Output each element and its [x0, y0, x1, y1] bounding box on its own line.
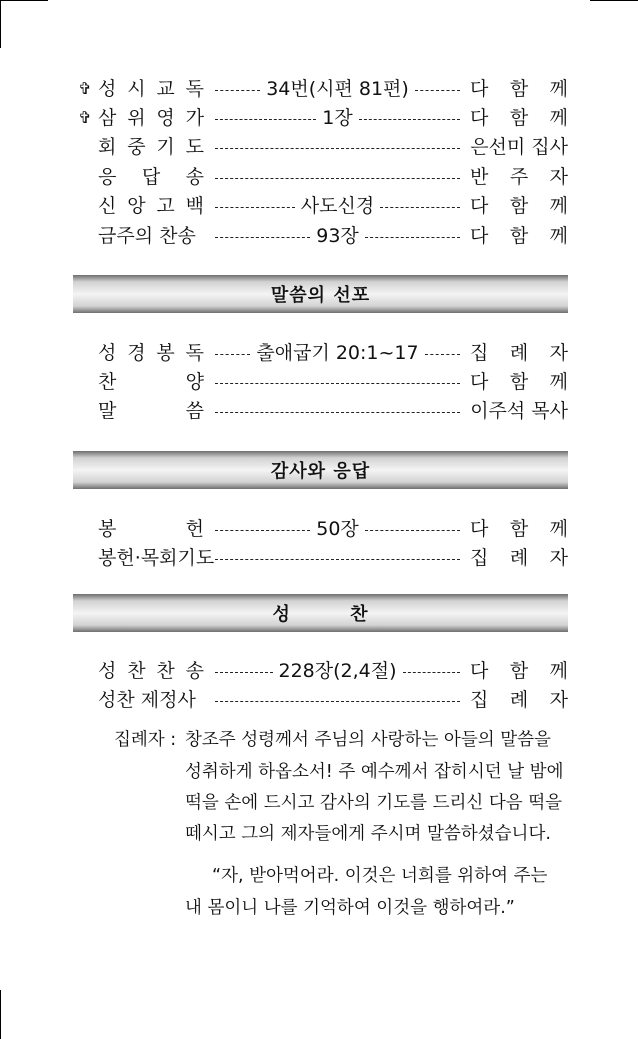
program-performer: [470, 338, 568, 368]
prayer-speaker: 집례자 :: [114, 730, 177, 750]
char: 찬: [127, 660, 146, 682]
char: 기: [177, 547, 196, 569]
program-row: [70, 191, 568, 221]
leader-line: [215, 162, 460, 192]
section-title: 감사와 응답: [270, 461, 371, 482]
char: 다: [470, 107, 489, 129]
section-title-char: 성: [272, 604, 291, 625]
program-performer: [470, 221, 568, 251]
program-label: [98, 103, 204, 133]
program-row: [70, 514, 568, 544]
program-row: [70, 162, 568, 192]
dashes: [365, 530, 460, 531]
crop-mark: [0, 0, 1, 48]
program-performer: [470, 685, 568, 715]
program-label: [98, 162, 204, 192]
dashes: [215, 148, 460, 149]
char: 가: [185, 107, 204, 129]
char: 양: [185, 371, 204, 393]
char: 자: [549, 547, 568, 569]
leader-line: [215, 191, 460, 221]
dashes: [425, 354, 460, 355]
program-row: [70, 367, 568, 397]
program-row: [70, 74, 568, 104]
char: 찬: [98, 371, 117, 393]
char: 다: [470, 518, 489, 540]
dashes: [215, 119, 316, 120]
leader-line: [215, 338, 460, 368]
dashes: [215, 383, 460, 384]
program-row: [70, 338, 568, 368]
dashes: [359, 119, 460, 120]
program-performer: [470, 543, 568, 573]
char: 중: [127, 136, 146, 158]
char: 회: [98, 136, 117, 158]
section-title: 말씀의 선포: [270, 285, 371, 306]
char: 다: [470, 78, 489, 100]
char: 답: [141, 166, 161, 188]
program-performer: 은선미 집사: [470, 136, 568, 158]
program-performer: 이주석 목사: [470, 400, 568, 422]
program-detail: 34번(시편 81편): [266, 78, 409, 100]
char: 시: [127, 78, 146, 100]
leader-line: [215, 543, 460, 573]
char: 께: [549, 195, 568, 217]
char: 함: [509, 78, 529, 100]
char: 께: [549, 78, 568, 100]
prayer-quote-line: “자, 받아먹어라. 이것은 너희를 위하여 주는: [212, 866, 548, 886]
char: 영: [156, 107, 175, 129]
char: 례: [509, 689, 529, 711]
char: 다: [470, 225, 489, 247]
program-detail: 50장: [316, 518, 359, 540]
char: 기: [156, 136, 175, 158]
program-performer: [470, 656, 568, 686]
program-row: [70, 132, 568, 162]
program-row: [70, 221, 568, 251]
char: 례: [509, 547, 529, 569]
char: 고: [156, 195, 175, 217]
char: 삼: [98, 107, 117, 129]
program-detail: 228장(2,4절): [278, 660, 397, 682]
program-label: [98, 367, 204, 397]
prayer-line: 떼시고 그의 제자들에게 주시며 말씀하셨습니다.: [185, 824, 551, 844]
leader-line: [215, 221, 460, 251]
char: 께: [549, 518, 568, 540]
char: ·: [134, 547, 141, 569]
program-label: [98, 543, 215, 573]
dashes: [415, 90, 460, 91]
char: 자: [549, 166, 568, 188]
char: 함: [509, 225, 529, 247]
program-row: [70, 685, 568, 715]
program-detail: 93장: [316, 225, 359, 247]
program-performer: [470, 514, 568, 544]
char: 송: [185, 166, 204, 188]
program-label: [98, 396, 204, 426]
crop-mark: [590, 0, 638, 1]
program-row: [70, 103, 568, 133]
dashes: [215, 701, 460, 702]
leader-line: [215, 74, 460, 104]
char: 교: [156, 78, 175, 100]
leader-line: [215, 656, 460, 686]
char: 함: [509, 107, 529, 129]
char: 말: [98, 400, 117, 422]
section-thanks-header: [73, 451, 568, 489]
char: 앙: [127, 195, 146, 217]
cross-icon: ✞: [78, 79, 92, 98]
char: 집: [470, 689, 489, 711]
section-title-char: 찬: [350, 604, 369, 625]
dashes: [215, 354, 250, 355]
prayer-line: 성취하게 하옵소서! 주 예수께서 잡히시던 날 밤에: [185, 762, 564, 782]
char: 집: [470, 342, 489, 364]
leader-line: [215, 396, 460, 426]
char: 다: [470, 371, 489, 393]
char: 독: [185, 342, 204, 364]
char: 위: [127, 107, 146, 129]
char: 께: [549, 225, 568, 247]
dashes: [215, 530, 310, 531]
char: 자: [549, 689, 568, 711]
cross-icon: ✞: [78, 108, 92, 127]
program-label: [98, 74, 204, 104]
program-detail: 출애굽기 20:1~17: [256, 342, 419, 364]
char: 반: [470, 166, 489, 188]
char: 봉: [98, 547, 117, 569]
char: 께: [549, 660, 568, 682]
dashes: [215, 672, 273, 673]
program-label: [98, 191, 204, 221]
char: 백: [185, 195, 204, 217]
program-label: [98, 514, 204, 544]
program-label: [98, 338, 204, 368]
program-label: [98, 132, 204, 162]
program-performer: [470, 191, 568, 221]
program-label: 금주의 찬송: [98, 225, 196, 247]
char: 봉: [98, 518, 117, 540]
char: 자: [549, 342, 568, 364]
char: 헌: [185, 518, 204, 540]
char: 집: [470, 547, 489, 569]
char: 례: [509, 342, 529, 364]
program-label: [98, 656, 204, 686]
program-performer: [470, 74, 568, 104]
char: 주: [509, 166, 529, 188]
char: 다: [470, 660, 489, 682]
char: 함: [509, 371, 529, 393]
char: 독: [185, 78, 204, 100]
char: 목: [140, 547, 160, 569]
char: 송: [185, 660, 204, 682]
char: 도: [185, 136, 204, 158]
leader-line: [215, 367, 460, 397]
program-performer: [470, 103, 568, 133]
dashes: [403, 672, 461, 673]
char: 신: [98, 195, 117, 217]
char: 헌: [116, 547, 135, 569]
char: 다: [470, 195, 489, 217]
prayer-quote-line: 내 몸이니 나를 기억하여 이것을 행하여라.”: [185, 898, 515, 918]
char: 씀: [185, 400, 204, 422]
char: 성: [98, 78, 117, 100]
char: 함: [509, 660, 529, 682]
dashes: [215, 178, 460, 179]
dashes: [215, 412, 460, 413]
program-detail: 1장: [322, 107, 353, 129]
char: 함: [509, 518, 529, 540]
char: 회: [159, 547, 178, 569]
char: 함: [509, 195, 529, 217]
leader-line: [215, 132, 460, 162]
leader-line: [215, 685, 460, 715]
char: 찬: [156, 660, 175, 682]
dashes: [215, 90, 260, 91]
char: 경: [127, 342, 146, 364]
section-word-header: [73, 275, 568, 313]
char: 응: [98, 166, 117, 188]
prayer-line: 떡을 손에 드시고 감사의 기도를 드리신 다음 떡을: [185, 793, 563, 813]
dashes: [215, 237, 310, 238]
char: 성: [98, 660, 117, 682]
dashes: [215, 207, 295, 208]
program-row: [70, 656, 568, 686]
leader-line: [215, 103, 460, 133]
char: 성: [98, 342, 117, 364]
section-title: [273, 600, 369, 626]
program-label: 성찬 제정사: [98, 689, 196, 711]
program-performer: [470, 367, 568, 397]
crop-mark: [0, 990, 1, 1039]
program-row: [70, 543, 568, 573]
dashes: [380, 207, 460, 208]
char: 께: [549, 371, 568, 393]
leader-line: [215, 514, 460, 544]
program-detail: 사도신경: [300, 195, 375, 217]
crop-mark: [0, 0, 48, 1]
program-row: [70, 396, 568, 426]
char: 께: [549, 107, 568, 129]
prayer-line: 창조주 성령께서 주님의 사랑하는 아들의 말씀을: [185, 730, 551, 750]
char: 봉: [156, 342, 175, 364]
program-performer: [470, 162, 568, 192]
dashes: [365, 237, 460, 238]
char: 도: [195, 547, 215, 569]
dashes: [215, 559, 460, 560]
section-communion-header: [73, 594, 568, 632]
